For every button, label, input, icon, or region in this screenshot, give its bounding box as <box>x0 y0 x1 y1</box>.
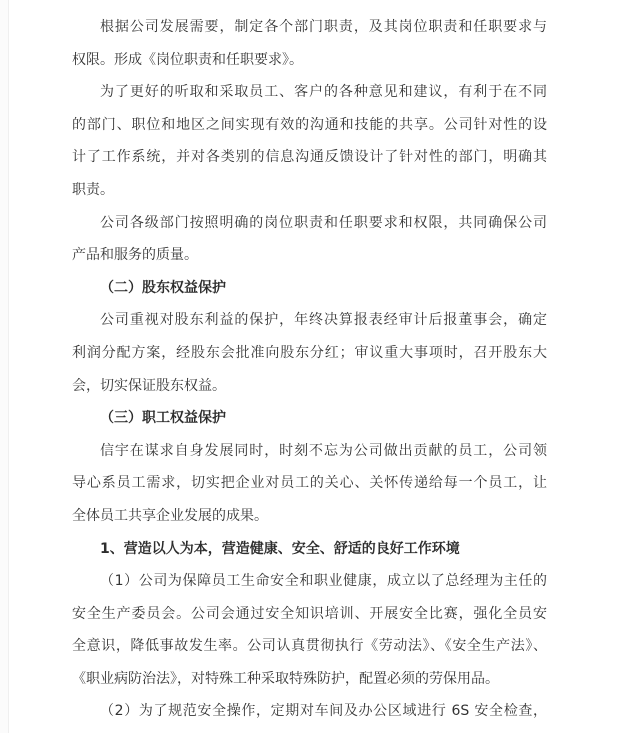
text-line: 的部门、职位和地区之间实现有效的沟通和技能的共享。公司针对性的设 <box>72 116 547 133</box>
page-left-edge <box>0 0 9 733</box>
heading-line: （三）职工权益保护 <box>100 410 226 427</box>
text-line: 导心系员工需求，切实把企业对员工的关心、关怀传递给每一个员工，让 <box>72 475 547 492</box>
text-line: 为了更好的听取和采取员工、客户的各种意见和建议，有利于在不同 <box>100 84 547 101</box>
sub-heading <box>72 533 547 566</box>
text-line: 计了工作系统，并对各类别的信息沟通反馈设计了针对性的部门，明确其 <box>72 149 547 166</box>
text-line: 产品和服务的质量。 <box>72 247 198 264</box>
text-line: 全体员工共享企业发展的成果。 <box>72 507 268 524</box>
paragraph <box>72 11 547 76</box>
text-line: 公司各级部门按照明确的岗位职责和任职要求和权限，共同确保公司 <box>100 214 547 231</box>
paragraph <box>72 207 547 272</box>
text-line: 全意识，降低事故发生率。公司认真贯彻执行《劳动法》、《安全生产法》、 <box>72 638 547 655</box>
heading-line: （二）股东权益保护 <box>100 279 226 296</box>
text-line: （1）公司为保障员工生命安全和职业健康，成立以了总经理为主任的 <box>100 573 547 590</box>
text-line: 安全生产委员会。公司会通过安全知识培训、开展安全比赛，强化全员安 <box>72 605 547 622</box>
paragraph <box>72 565 547 695</box>
text-line: 《职业病防治法》，对特殊工种采取特殊防护，配置必须的劳保用品。 <box>72 670 499 687</box>
paragraph <box>72 304 547 402</box>
document-page <box>72 11 547 728</box>
text-line: 职责。 <box>72 181 114 198</box>
text-line: 权限。形成《岗位职责和任职要求》。 <box>72 51 303 68</box>
text-line: 信宇在谋求自身发展同时，时刻不忘为公司做出贡献的员工，公司领 <box>100 442 547 459</box>
paragraph <box>72 695 547 728</box>
text-line: 会，切实保证股东权益。 <box>72 377 226 394</box>
text-line: 利润分配方案，经股东会批准向股东分红；审议重大事项时，召开股东大 <box>72 344 547 361</box>
paragraph <box>72 435 547 533</box>
text-line: （2）为了规范安全操作，定期对车间及办公区域进行 6S 安全检查， <box>100 703 547 720</box>
text-line: 根据公司发展需要，制定各个部门职责，及其岗位职责和任职要求与 <box>100 19 547 35</box>
section-heading <box>72 272 547 305</box>
section-heading <box>72 402 547 435</box>
paragraph <box>72 76 547 206</box>
heading-line: 1、营造以人为本，营造健康、安全、舒适的良好工作环境 <box>100 540 460 557</box>
text-line: 公司重视对股东利益的保护，年终决算报表经审计后报董事会，确定 <box>100 312 547 329</box>
